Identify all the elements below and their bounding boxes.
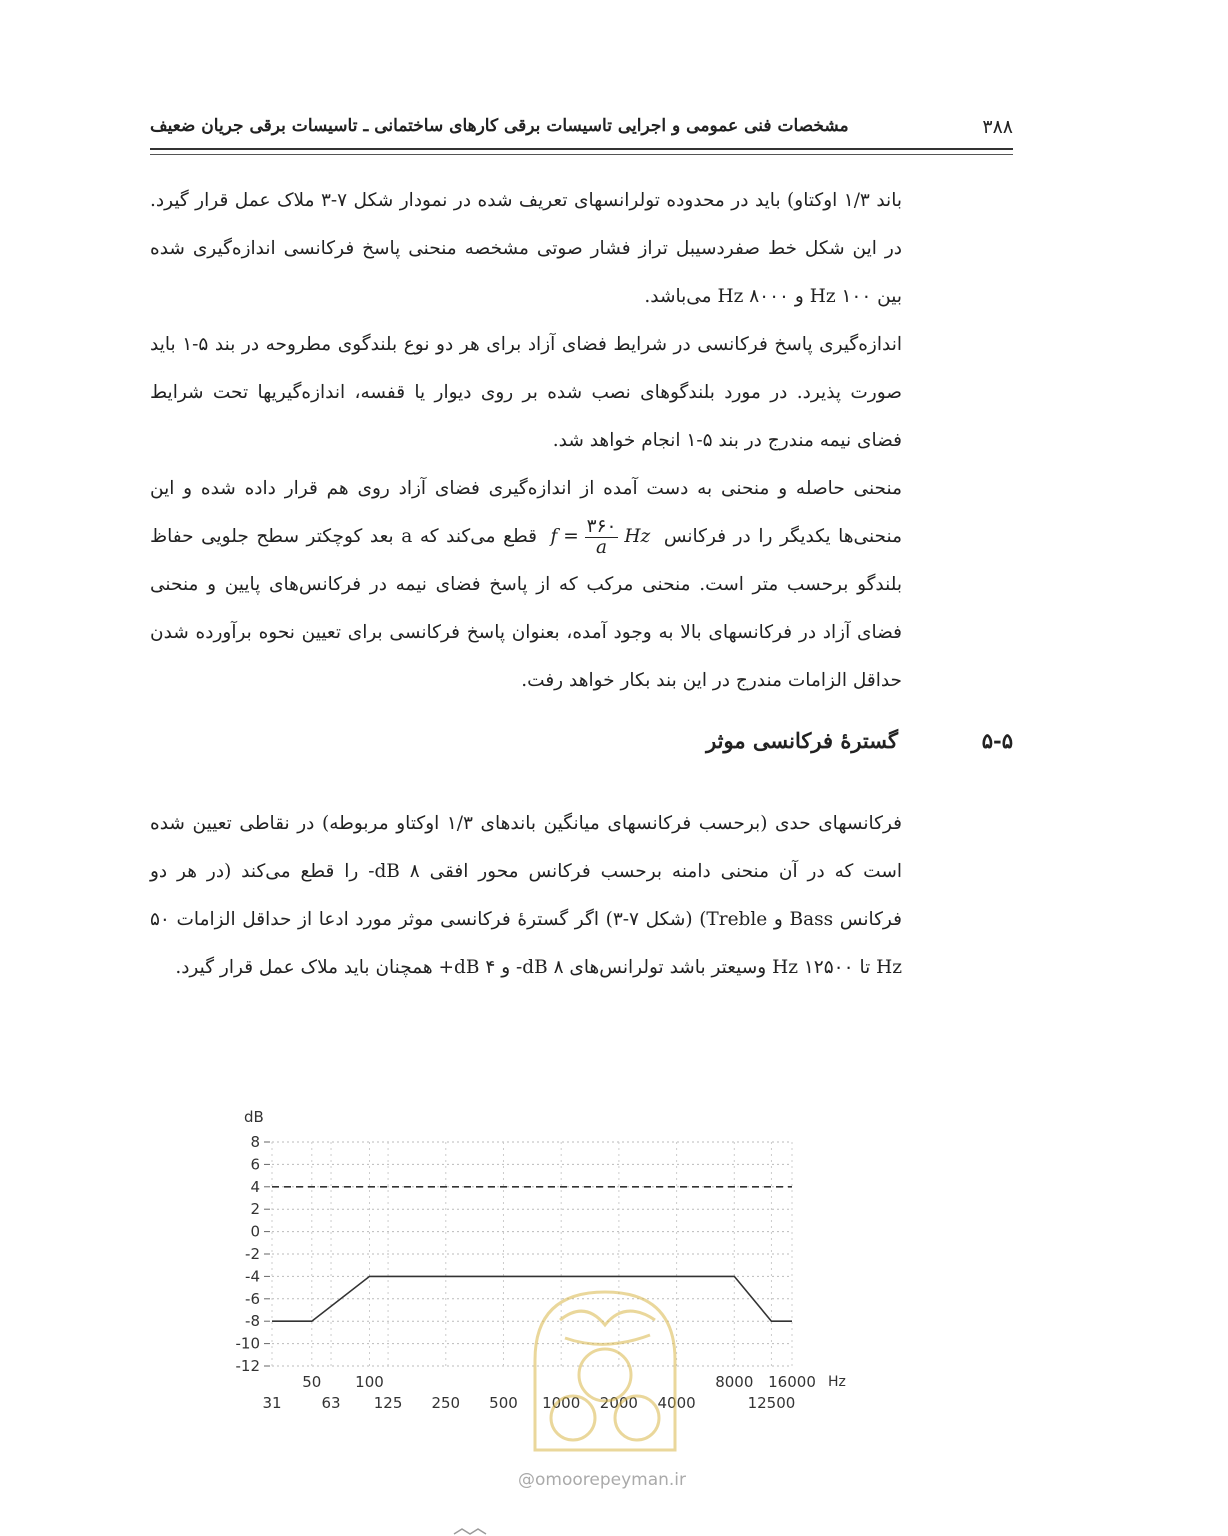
chart-y-tick-label: 6 (250, 1155, 260, 1174)
formula-denominator: a (596, 536, 608, 558)
chart-x-tick-label-lower: 2000 (599, 1394, 638, 1412)
paragraph-3-after: قطع می‌کند که a بعد کوچکتر سطح جلویی حفاظ بلندگو برحسب متر است. منحنی مرکب که از پاسخ فضای نیمه در فرکانس‌های پایین و منحنی فضای آزاد در فرکانسهای بالا به وجود آمده، بعنوان پاسخ فرکانسی برای تعیین نحوه برآورده شدن حداقل الزامات مندرج در این بند بکار خواهد رفت. (150, 526, 902, 691)
section-heading (700, 728, 1013, 772)
chart-y-tick-label: 8 (250, 1133, 260, 1151)
chart-x-tick-label-upper: 8000 (715, 1373, 754, 1391)
chart-y-tick-label: -8 (245, 1312, 260, 1331)
chart-y-tick-label: -2 (245, 1245, 260, 1263)
paragraph-2 (150, 321, 902, 465)
chart-y-tick-label: 0 (250, 1222, 260, 1241)
publisher-stamp-watermark (505, 1280, 705, 1470)
paragraph-3-before: منحنی حاصله و منحنی به دست آمده از اندازه‌گیری فضای آزاد روی هم قرار داده شده و این منحنی‌ها یکدیگر را در فرکانس (150, 478, 902, 547)
chart-x-unit: Hz (828, 1374, 846, 1390)
chart-x-tick-label-lower: 250 (431, 1394, 461, 1412)
chart-x-tick-label-upper: 50 (302, 1373, 322, 1391)
chart-x-tick-label-upper: 16000 (768, 1373, 816, 1391)
page-number: ۳۸۸ (982, 116, 1013, 138)
paragraph-1-text: باند ۱/۳ اوکتاو) باید در محدوده تولرانسهای تعریف شده در نمودار شکل ۷-۳ ملاک عمل قرار گیرد. در این شکل خط صفردسیبل تراز فشار صوتی مشخصه منحنی پاسخ فرکانسی اندازه‌گیری شده بین ۱۰۰ Hz و ۸۰۰۰ Hz می‌باشد. (150, 190, 902, 307)
paragraph-2-text: اندازه‌گیری پاسخ فرکانسی در شرایط فضای آزاد برای هر دو نوع بلندگوی مطروحه در بند ۵-۱ باید صورت پذیرد. در مورد بلندگوهای نصب شده بر روی دیوار یا قفسه، اندازه‌گیریها تحت شرایط فضای نیمه مندرج در بند ۵-۱ انجام خواهد شد. (150, 334, 902, 451)
header-rule-thin (150, 154, 1013, 155)
section-number: ۵-۵ (981, 728, 1013, 753)
formula-f: f = (550, 526, 579, 547)
paragraph-4-text: فرکانسهای حدی (برحسب فرکانسهای میانگین باندهای ۱/۳ اوکتاو مربوطه) در نقاطی تعیین شده است که در آن منحنی دامنه برحسب فرکانس محور افقی ۸ dB- را قطع می‌کند (در هر دو فرکانس Bass و Treble) (شکل ۷-۳) اگر گسترهٔ فرکانسی موثر مورد ادعا از حداقل الزامات ۵۰ Hz تا ۱۲۵۰۰ Hz وسیعتر باشد تولرانس‌های ۸ dB- و ۴ dB+ همچنان باید ملاک عمل قرار گیرد. (150, 813, 902, 978)
header-rule-thick (150, 148, 1013, 150)
page-header (150, 112, 1013, 146)
chart-x-tick-label-lower: 500 (489, 1394, 518, 1412)
chart-x-tick-label-lower: 1000 (542, 1394, 581, 1412)
paragraph-3 (150, 465, 902, 705)
formula-unit: Hz (624, 526, 651, 547)
chart-y-tick-label: 4 (250, 1177, 260, 1196)
paragraph-4 (150, 800, 902, 992)
paragraph-1 (150, 177, 902, 321)
chart-x-tick-label-lower: 12500 (747, 1394, 796, 1412)
chart-y-label: dB (244, 1108, 264, 1126)
chart-y-ticks (236, 1133, 271, 1375)
watermark-url: @omoorepeyman.ir (518, 1470, 687, 1490)
chart-y-tick-label: -6 (245, 1289, 260, 1308)
chart-y-tick-label: -4 (245, 1267, 260, 1286)
chart-x-tick-label-upper: 100 (355, 1373, 384, 1391)
formula-numerator: ۳۶۰ (586, 515, 617, 537)
bottom-page-mark (450, 1526, 510, 1536)
section-title: گسترهٔ فرکانسی موثر (706, 728, 898, 753)
chart-x-tick-label-lower: 31 (262, 1394, 282, 1412)
chart-x-tick-label-lower: 4000 (657, 1394, 696, 1412)
chart-y-tick-label: -10 (235, 1334, 260, 1353)
stamp-seal (535, 1292, 675, 1450)
formula-fraction (585, 517, 619, 558)
chart-y-tick-label: -12 (235, 1357, 260, 1375)
running-title: مشخصات فنی عمومی و اجرایی تاسیسات برقی کارهای ساختمانی ـ تاسیسات برقی جریان ضعیف (150, 116, 849, 136)
chart-y-tick-label: 2 (250, 1200, 260, 1219)
chart-x-tick-label-lower: 125 (373, 1394, 403, 1412)
chart-x-tick-label-lower: 63 (321, 1394, 341, 1412)
paragraph-3-text (150, 465, 902, 705)
frequency-formula (551, 513, 651, 561)
